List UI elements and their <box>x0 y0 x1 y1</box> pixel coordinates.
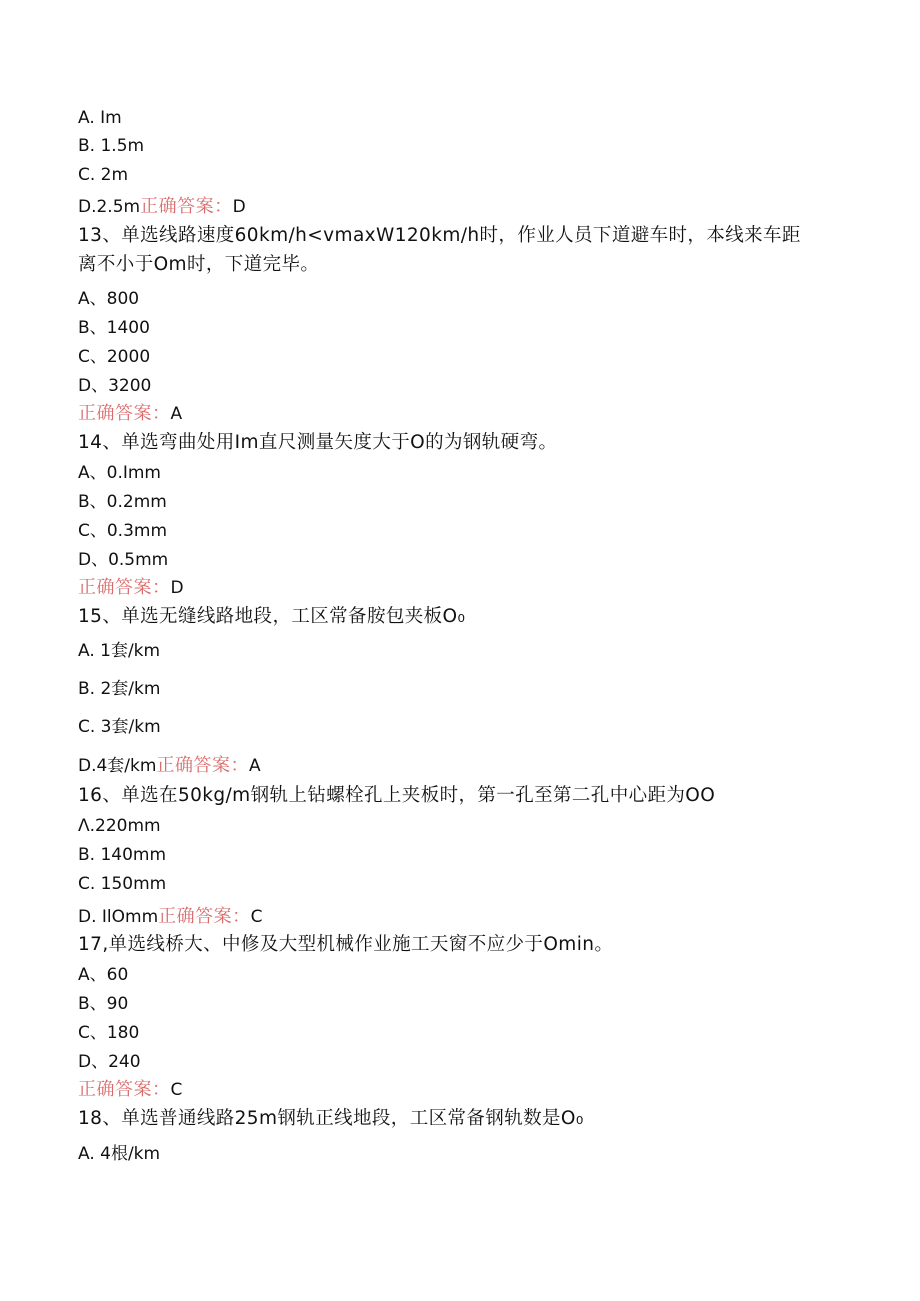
option-b-q14: B、0.2mm <box>78 492 167 512</box>
answer-value: D <box>232 197 246 217</box>
answer-label: 正确答案： <box>158 906 251 927</box>
answer-q13 <box>78 402 182 426</box>
option-c-q14: C、0.3mm <box>78 521 168 541</box>
option-a-q18: A. 4根/km <box>78 1144 161 1164</box>
option-a-q12: A. Im <box>78 108 122 128</box>
answer-label: 正确答案： <box>140 196 233 217</box>
option-b-q16: B. 140mm <box>78 845 167 865</box>
answer-value: A <box>170 404 183 424</box>
answer-label: 正确答案： <box>78 577 171 598</box>
option-c-q15: C. 3套/km <box>78 717 161 737</box>
answer-value: A <box>248 756 261 776</box>
option-c-q13: C、2000 <box>78 347 151 367</box>
option-a-q15: A. 1套/km <box>78 641 161 661</box>
question-13-line-1: 13、单选线路速度60km/h<vmaxW120km/h时，作业人员下道避车时，本线来车距 <box>78 225 801 246</box>
option-d-text: D. IlOmm <box>78 907 159 927</box>
answer-value: C <box>170 1080 183 1100</box>
option-b-q12: B. 1.5m <box>78 136 145 156</box>
option-d-text: D.4套/km <box>78 756 157 776</box>
question-13-line-2: 离不小于Om时，下道完毕。 <box>78 254 320 275</box>
answer-value: C <box>250 907 263 927</box>
answer-q17 <box>78 1078 182 1102</box>
option-c-q16: C. 150mm <box>78 874 167 894</box>
option-d-q13: D、3200 <box>78 376 152 396</box>
question-18: 18、单选普通线路25m钢轨正线地段，工区常备钢轨数是O₀ <box>78 1108 584 1129</box>
option-a-q16: Λ.220mm <box>78 816 161 836</box>
option-d-with-answer-q16 <box>78 905 263 929</box>
question-14: 14、单选弯曲处用Im直尺测量矢度大于O的为钢轨硬弯。 <box>78 432 558 453</box>
option-c-q17: C、180 <box>78 1023 140 1043</box>
option-d-q14: D、0.5mm <box>78 550 169 570</box>
option-b-q17: B、90 <box>78 994 129 1014</box>
answer-value: D <box>170 578 184 598</box>
option-d-with-answer-q15 <box>78 754 261 778</box>
question-17: 17,单选线桥大、中修及大型机械作业施工天窗不应少于Omin。 <box>78 934 614 955</box>
question-16: 16、单选在50kg/m钢轨上钻螺栓孔上夹板时，第一孔至第二孔中心距为OO <box>78 785 716 806</box>
option-a-q14: A、0.Imm <box>78 463 161 483</box>
option-a-q13: A、800 <box>78 289 140 309</box>
option-b-q13: B、1400 <box>78 318 150 338</box>
answer-label: 正确答案： <box>156 755 249 776</box>
option-d-text: D.2.5m <box>78 197 141 217</box>
option-a-q17: A、60 <box>78 965 129 985</box>
question-15: 15、单选无缝线路地段，工区常备胺包夹板O₀ <box>78 606 466 627</box>
option-c-q12: C. 2m <box>78 165 129 185</box>
answer-label: 正确答案： <box>78 1079 171 1100</box>
answer-label: 正确答案： <box>78 403 171 424</box>
answer-q14 <box>78 576 184 600</box>
option-d-with-answer-q12 <box>78 195 246 219</box>
option-b-q15: B. 2套/km <box>78 679 161 699</box>
option-d-q17: D、240 <box>78 1052 141 1072</box>
